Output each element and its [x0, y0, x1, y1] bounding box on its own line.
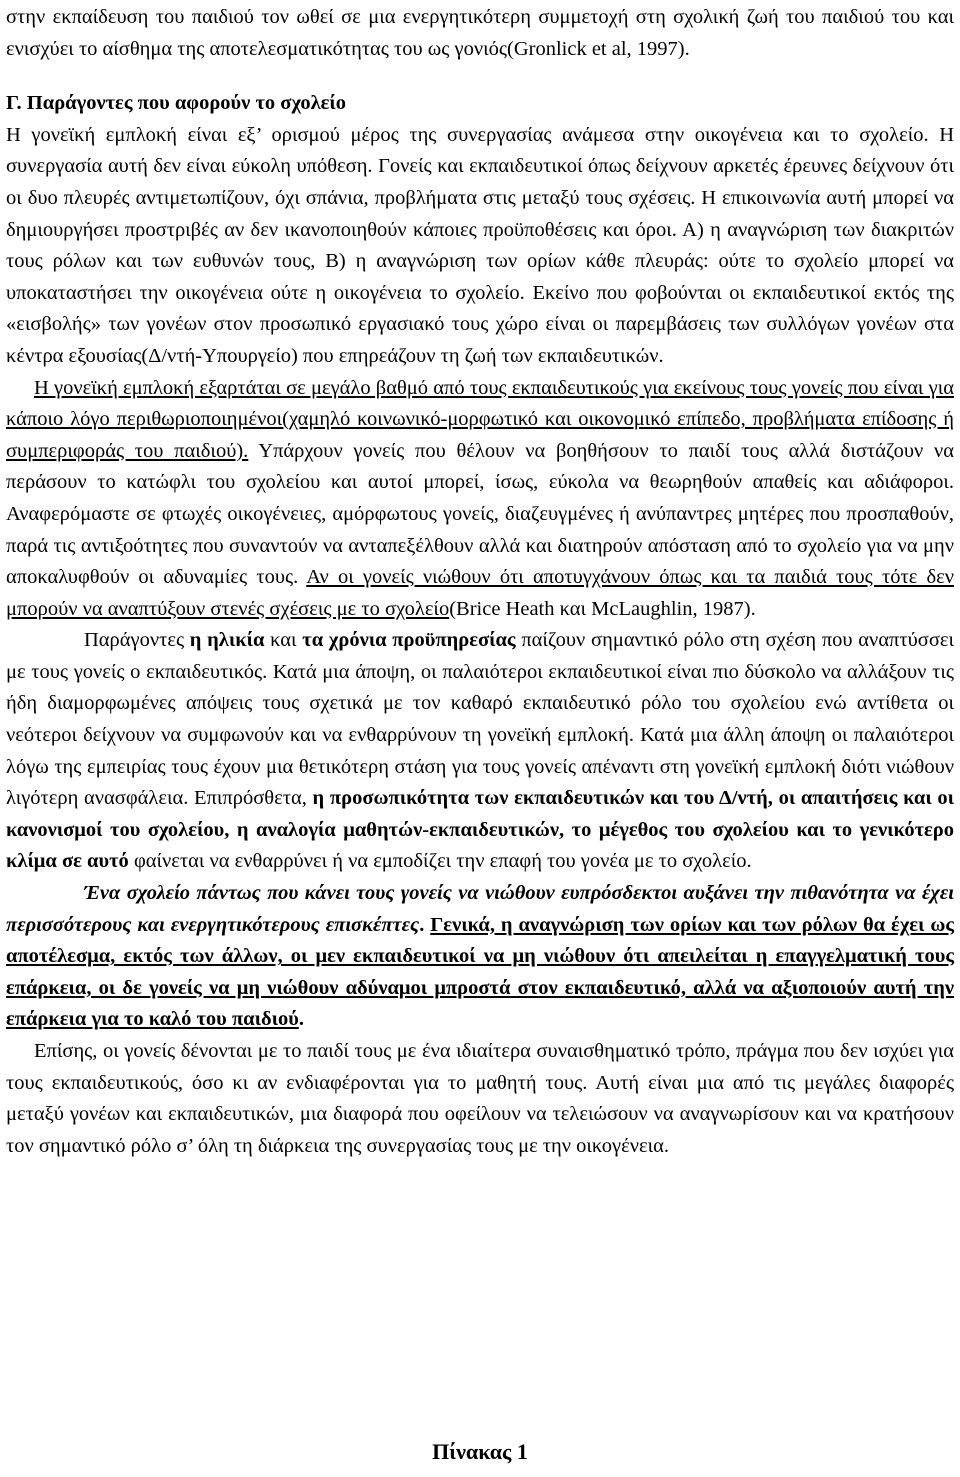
table-caption: Πίνακας 1 — [432, 1439, 528, 1464]
paragraph-text: Υπάρχουν γονείς που θέλουν να βοηθήσουν το παιδί τους αλλά διστάζουν να περάσουν το κατώφλι του σχολείου και αυτοί μπορεί, ίσως, εύκολα να θεωρηθούν απαθείς και αδιάφοροι. Αναφερόμαστε σε φτωχές οικογένειες, αμόρφωτους γονείς, διαζευγμένες ή ανύπαντρες μητέρες που προσπαθούν, παρά τις αντιξοότητες που συναντούν να ανταπεξέλθουν αλλά και διατηρούν απόσταση από το σχολείο για να μην αποκαλυφθούν οι αδυναμίες τους. — [6, 439, 954, 589]
bold-term: τα χρόνια προϋπηρεσίας — [302, 629, 516, 652]
bold-term: η ηλικία — [189, 629, 265, 652]
citation: (Brice Heath και McLaughlin, 1987). — [449, 597, 756, 620]
section-heading: Γ. Παράγοντες που αφορούν το σχολείο — [6, 92, 347, 115]
paragraph-teacher-factors — [6, 625, 954, 878]
paragraph-emotional-bond: Επίσης, οι γονείς δένονται με το παιδί τους με ένα ιδιαίτερα συναισθηματικό τρόπο, πράγμα που δεν ισχύει για τους εκπαιδευτικούς, όσο κι αν ενδιαφέρονται για το μαθητή τους. Αυτή είναι μια από τις μεγάλες διαφορές μεταξύ γονέων και εκπαιδευτικών, μια διαφορά που οφείλουν να τελειώσουν να αναγνωρίσουν και να κρατήσουν τον σημαντικό ρόλο σ’ όλη τη διάρκεια της συνεργασίας τους με την οικογένεια. — [6, 1040, 954, 1157]
paragraph-text: και — [264, 629, 303, 652]
paragraph-marginalized-parents — [6, 373, 954, 626]
paragraph-text: παίζουν σημαντικό ρόλο στη σχέση που αναπτύσσει με τους γονείς ο εκπαιδευτικός. Κατά μια άποψη, οι παλαιότεροι εκπαιδευτικοί είναι πιο δύσκολο να αλλάξουν τις ήδη διαμορφωμένες απόψεις τους σχετικά με τον καθαρό εκπαιδευτικό ρόλο του σχολείου ενώ αντίθετα οι νεότεροι δείχνουν να συμφωνούν και να ενθαρρύνουν τη γονεϊκή εμπλοκή. Κατά μια άλλη άποψη οι παλαιότεροι λόγω της εμπειρίας τους έχουν μια θετικότερη στάση για τους γονείς απέναντι στη γονεϊκή εμπλοκή διότι νιώθουν λιγότερη ανασφάλεια. Επιπρόσθετα, — [6, 629, 955, 810]
underlined-statement: Η γονεϊκή εμπλοκή εξαρτάται σε μεγάλο βαθμό από τους εκπαιδευτικούς για εκείνους τους γονείς που είναι για κάποιο λόγο περιθωριοποιημένοι(χαμηλό κοινωνικό-μορφωτικό και οικονομικό επίπεδο, προβλήματα επίδοσης ή συμπεριφοράς του παιδιού). — [6, 376, 954, 462]
paragraph-intro: στην εκπαίδευση του παιδιού τον ωθεί σε μια ενεργητικότερη συμμετοχή στη σχολική ζωή του παιδιού του και ενισχύει το αίσθημα της αποτελεσματικότητας του ως γονιός(Gronlick et al, 1997). — [6, 6, 954, 60]
punctuation: . — [298, 1008, 304, 1031]
bold-term: η προσωπικότητα των εκπαιδευτικών και του Δ/ντή, οι απαιτήσεις και οι κανονισμοί του σχολείου, η αναλογία μαθητών-εκπαιδευτικών, το μέγεθος του σχολείου και το γενικότερο κλίμα σε αυτό — [6, 787, 954, 873]
paragraph-school-cooperation: Η γονεϊκή εμπλοκή είναι εξ’ ορισμού μέρος της συνεργασίας ανάμεσα στην οικογένεια και το σχολείο. Η συνεργασία αυτή δεν είναι εύκολη υπόθεση. Γονείς και εκπαιδευτικοί όπως δείχνουν αρκετές έρευνες δείχνουν ότι οι δυο πλευρές αντιμετωπίζουν, όχι σπάνια, προβλήματα στις μεταξύ τους σχέσεις. Η επικοινωνία αυτή μπορεί να δημιουργήσει προστριβές αν δεν ικανοποιηθούν κάποιες προϋποθέσεις και όροι. Α) η αναγνώριση των διακριτών τους ρόλων και των ευθυνών τους, Β) η αναγνώριση των ορίων κάθε πλευράς: ούτε το σχολείο μπορεί να υποκαταστήσει την οικογένεια ούτε η οικογένεια το σχολείο. Εκείνο που φοβούνται οι εκπαιδευτικοί εκτός της «εισβολής» των γονέων στον προσωπικό εργασιακό τους χώρο είναι οι παρεμβάσεις των συλλόγων γονέων στα κέντρα εξουσίας(Δ/ντή-Υπουργείο) που επηρεάζουν τη ζωή των εκπαιδευτικών. — [6, 123, 954, 367]
paragraph-text: Παράγοντες — [84, 629, 190, 652]
bold-underlined-statement: Γενικά, η αναγνώριση των ορίων και των ρόλων θα έχει ως αποτέλεσμα, εκτός των άλλων, οι μεν εκπαιδευτικοί να μη νιώθουν ότι απειλείται η επαγγελματική τους επάρκεια, οι δε γονείς να μη νιώθουν αδύναμοι μπροστά στον εκπαιδευτικό, αλλά να αξιοποιούν αυτή την επάρκεια για το καλό του παιδιού — [6, 913, 954, 1031]
punctuation: . — [419, 913, 431, 936]
paragraph-welcoming-school — [6, 878, 954, 1036]
document-page — [6, 0, 954, 1162]
bold-italic-statement: Ένα σχολείο πάντως που κάνει τους γονείς να νιώθουν ευπρόσδεκτοι αυξάνει την πιθανότητα να έχει περισσότερους και ενεργητικότερους επισκέπτες — [6, 882, 954, 936]
paragraph-text: φαίνεται να ενθαρρύνει ή να εμποδίζει την επαφή του γονέα με το σχολείο. — [128, 850, 752, 873]
underlined-statement: Αν οι γονείς νιώθουν ότι αποτυγχάνουν όπως και τα παιδιά τους τότε δεν μπορούν να αναπτύξουν στενές σχέσεις με το σχολείο — [6, 566, 955, 620]
